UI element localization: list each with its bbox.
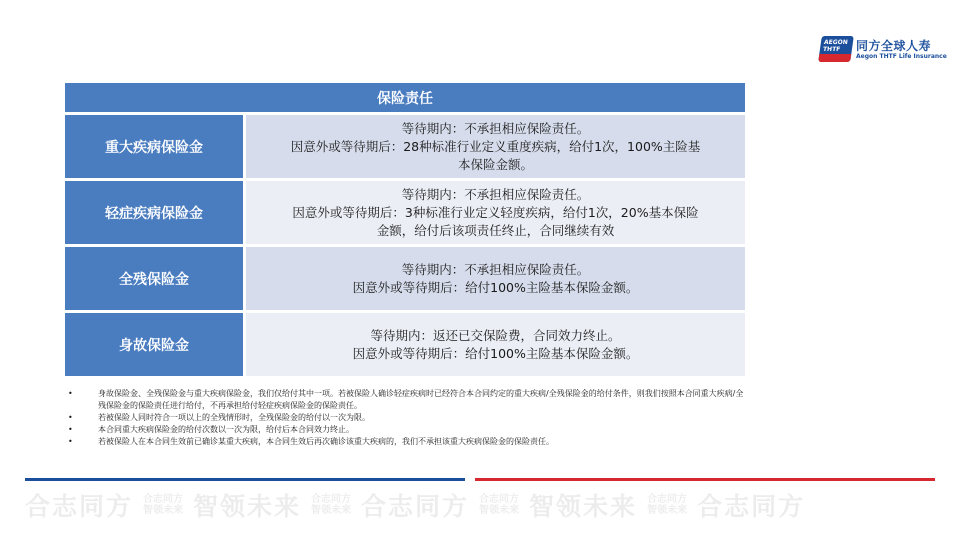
logo-company-name-en: Aegon THTF Life Insurance	[856, 53, 947, 60]
benefit-name: 全残保险金	[65, 247, 243, 310]
benefit-description	[246, 181, 745, 244]
description-line: 因意外或等待期后：给付100%主险基本保险金额。	[352, 345, 639, 361]
notes-list	[66, 388, 746, 448]
bullet-icon: •	[68, 413, 73, 422]
slogan-large: 智领未来	[529, 492, 638, 521]
slogan-small	[647, 494, 687, 516]
logo-company-name: 同方全球人寿	[856, 39, 932, 53]
slogan-large: 合志同方	[697, 492, 806, 521]
slogan-small-line: 智领未来	[143, 505, 184, 516]
description-line: 等待期内：不承担相应保险责任。	[401, 120, 590, 136]
list-item	[66, 436, 746, 448]
description-line: 因意外或等待期后：3种标准行业定义轻度疾病，给付1次，20%基本保险	[292, 204, 699, 220]
description-line: 金额，给付后该项责任终止，合同继续有效	[376, 222, 615, 238]
slogan-large: 合志同方	[361, 492, 470, 521]
logo-badge-icon	[818, 36, 854, 62]
logo-badge-text: AEGON THTF	[822, 39, 849, 53]
slogan-small-line: 合志同方	[311, 494, 352, 505]
list-item	[66, 412, 746, 424]
slogan-small-line: 智领未来	[311, 505, 352, 516]
benefit-name: 身故保险金	[65, 313, 243, 376]
slogan-small-line: 合志同方	[143, 494, 184, 505]
description-line: 本保险金额。	[457, 156, 533, 172]
list-item	[66, 388, 746, 412]
insurance-liability-table	[65, 83, 745, 376]
footer-slogan-watermark	[25, 485, 935, 525]
description-line: 因意外或等待期后：给付100%主险基本保险金额。	[352, 279, 639, 295]
note-text: 若被保险人同时符合一项以上的全残情形时，全残保险金的给付以一次为限。	[98, 413, 370, 422]
slogan-small-line: 智领未来	[647, 505, 688, 516]
description-line: 等待期内：不承担相应保险责任。	[401, 261, 590, 277]
note-text: 若被保险人在本合同生效前已确诊某重大疾病，本合同生效后再次确诊该重大疾病的，我们不承担该重大疾病保险金的保险责任。	[98, 437, 554, 446]
table-row	[65, 247, 745, 310]
slogan-small	[479, 494, 519, 516]
slogan-large: 智领未来	[193, 492, 302, 521]
description-line: 等待期内：不承担相应保险责任。	[401, 186, 590, 202]
table-row	[65, 181, 745, 244]
bullet-icon: •	[68, 389, 73, 398]
benefit-name: 重大疾病保险金	[65, 115, 243, 178]
slogan-small-line: 合志同方	[647, 494, 688, 505]
slogan-small-line: 智领未来	[479, 505, 520, 516]
slogan-large: 合志同方	[25, 492, 134, 521]
benefit-name: 轻症疾病保险金	[65, 181, 243, 244]
slogan-small	[311, 494, 351, 516]
benefit-description	[246, 115, 745, 178]
note-text: 本合同重大疾病保险金的给付次数以一次为限，给付后本合同效力终止。	[98, 425, 354, 434]
description-line: 等待期内：返还已交保险费，合同效力终止。	[370, 327, 621, 343]
table-row	[65, 313, 745, 376]
table-row	[65, 115, 745, 178]
table-header: 保险责任	[65, 83, 745, 112]
note-text: 身故保险金、全残保险金与重大疾病保险金，我们仅给付其中一项。若被保险人确诊轻症疾病时已经符合本合同约定的重大疾病/全残保险金的给付条件，则我们按照本合同重大疾病/全残保险金的保险责任进行给付，不再承担给付轻症疾病保险金的保险责任。	[98, 389, 744, 410]
bullet-icon: •	[68, 425, 73, 434]
slogan-small	[143, 494, 183, 516]
benefit-description	[246, 313, 745, 376]
footer-divider-blue	[25, 478, 465, 481]
company-logo	[820, 36, 950, 64]
footer-divider-red	[475, 478, 935, 481]
bullet-icon: •	[68, 437, 73, 446]
slogan-small-line: 合志同方	[479, 494, 520, 505]
description-line: 因意外或等待期后：28种标准行业定义重度疾病，给付1次，100%主险基	[290, 138, 701, 154]
benefit-description	[246, 247, 745, 310]
list-item	[66, 424, 746, 436]
